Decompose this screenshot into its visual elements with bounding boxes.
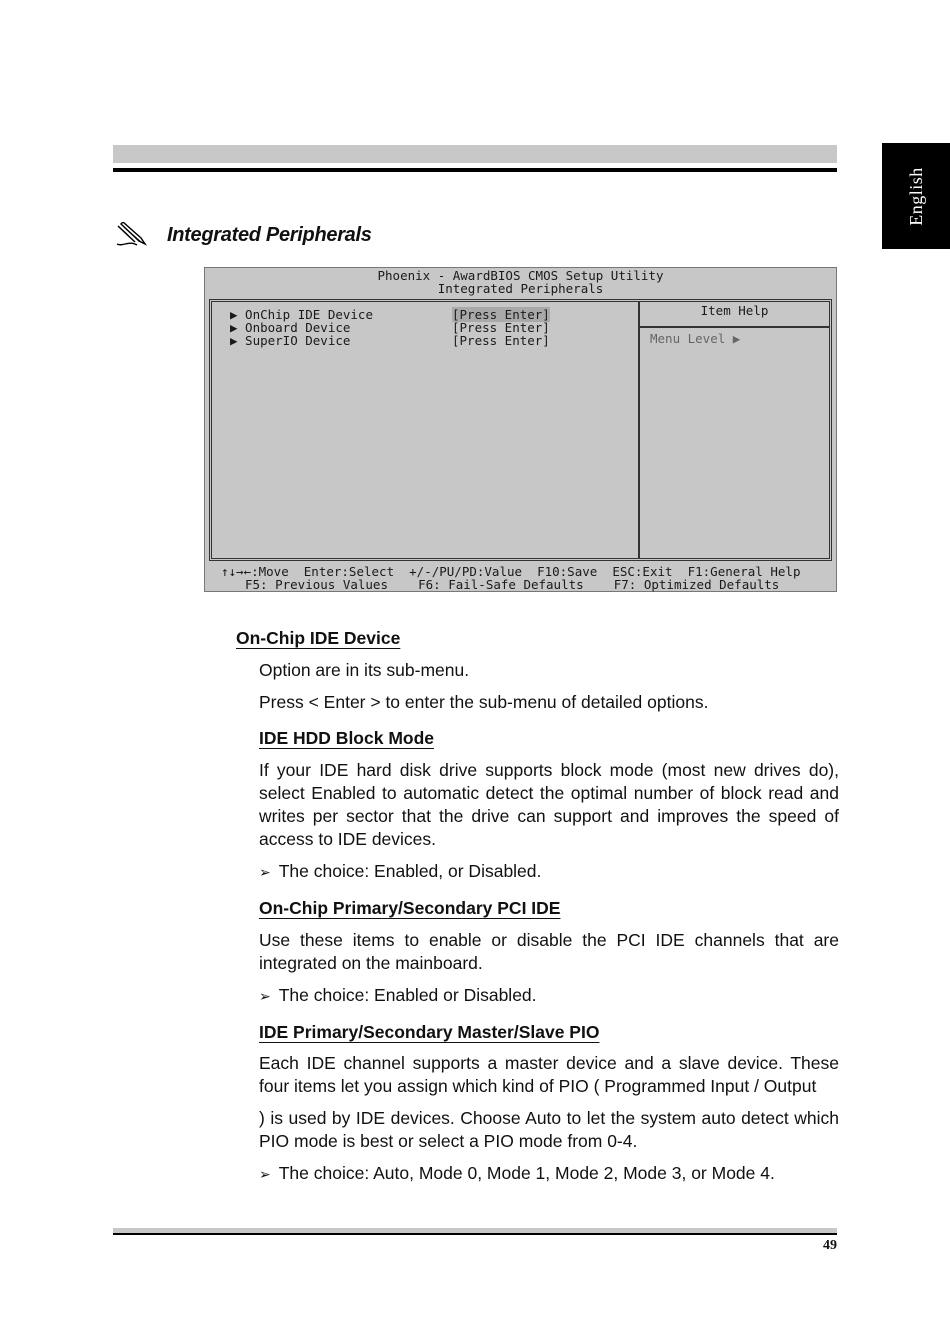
bios-footer-line1: ↑↓→←:Move Enter:Select +/-/PU/PD:Value F10:Save ESC:Exit F1:General Help xyxy=(221,564,801,579)
hdd-block-choice xyxy=(259,860,541,884)
bios-value-superio-device[interactable]: [Press Enter] xyxy=(452,333,550,348)
bios-item-onboard-device[interactable]: ▶ Onboard Device xyxy=(230,320,351,335)
footer-black-rule xyxy=(113,1233,837,1235)
heading-ide-hdd-block-mode: IDE HDD Block Mode xyxy=(259,728,435,748)
section-header xyxy=(115,222,372,248)
onchip-ide-text-2: Press < Enter > to enter the sub-menu of detailed options. xyxy=(259,692,709,712)
arrow-bullet-icon: ➢ xyxy=(259,1166,271,1182)
pci-ide-paragraph: Use these items to enable or disable the PCI IDE channels that are integrated on the mainboard. xyxy=(259,930,839,973)
arrow-bullet-icon: ➢ xyxy=(259,864,271,880)
heading-onchip-ide-device: On-Chip IDE Device xyxy=(236,628,401,648)
section-title: Integrated Peripherals xyxy=(167,223,372,246)
bios-value-onchip-ide-text: [Press Enter] xyxy=(452,307,550,322)
hdd-block-choice-text: The choice: Enabled, or Disabled. xyxy=(278,861,542,881)
page-number: 49 xyxy=(823,1238,837,1253)
bios-title: Phoenix - AwardBIOS CMOS Setup Utility xyxy=(377,268,664,283)
heading-pci-ide: On-Chip Primary/Secondary PCI IDE xyxy=(259,898,561,918)
bios-item-onchip-ide[interactable]: ▶ OnChip IDE Device xyxy=(230,307,373,322)
bios-screen xyxy=(204,267,837,592)
header-gray-bar xyxy=(113,145,837,163)
heading-ide-pio: IDE Primary/Secondary Master/Slave PIO xyxy=(259,1022,600,1042)
bios-help-divider xyxy=(638,302,640,558)
language-tab-label: English xyxy=(905,166,926,226)
pio-paragraph-1: Each IDE channel supports a master device and a slave device. These four items let you assign which kind of PIO ( Programmed Input / Output xyxy=(259,1053,839,1096)
onchip-ide-text-1: Option are in its sub-menu. xyxy=(259,660,470,680)
pio-paragraph-2: ) is used by IDE devices. Choose Auto to let the system auto detect which PIO mode is best or select a PIO mode from 0-4. xyxy=(259,1108,839,1151)
pencil-note-icon xyxy=(115,222,149,248)
bios-menu-level: Menu Level ▶ xyxy=(650,331,741,346)
bios-footer-line2: F5: Previous Values F6: Fail-Safe Defaults F7: Optimized Defaults xyxy=(245,577,780,592)
pio-choice xyxy=(259,1162,775,1186)
language-tab xyxy=(882,143,950,249)
bios-help-rule xyxy=(638,326,829,328)
hdd-block-paragraph: If your IDE hard disk drive supports block mode (most new drives do), select Enabled to automatic detect the optimal number of block read and writes per sector that the drive can support and improves the speed of access to IDE devices. xyxy=(259,760,839,849)
bios-menu-frame xyxy=(209,299,832,561)
pio-choice-text: The choice: Auto, Mode 0, Mode 1, Mode 2, Mode 3, or Mode 4. xyxy=(278,1163,775,1183)
header-black-rule xyxy=(113,168,837,172)
bios-item-help-title: Item Help xyxy=(700,303,769,318)
arrow-bullet-icon: ➢ xyxy=(259,988,271,1004)
bios-value-onboard-device[interactable]: [Press Enter] xyxy=(452,320,550,335)
bios-subtitle: Integrated Peripherals xyxy=(437,281,604,296)
bios-item-superio-device[interactable]: ▶ SuperIO Device xyxy=(230,333,351,348)
pci-ide-choice-text: The choice: Enabled or Disabled. xyxy=(278,985,537,1005)
pci-ide-choice xyxy=(259,984,537,1008)
